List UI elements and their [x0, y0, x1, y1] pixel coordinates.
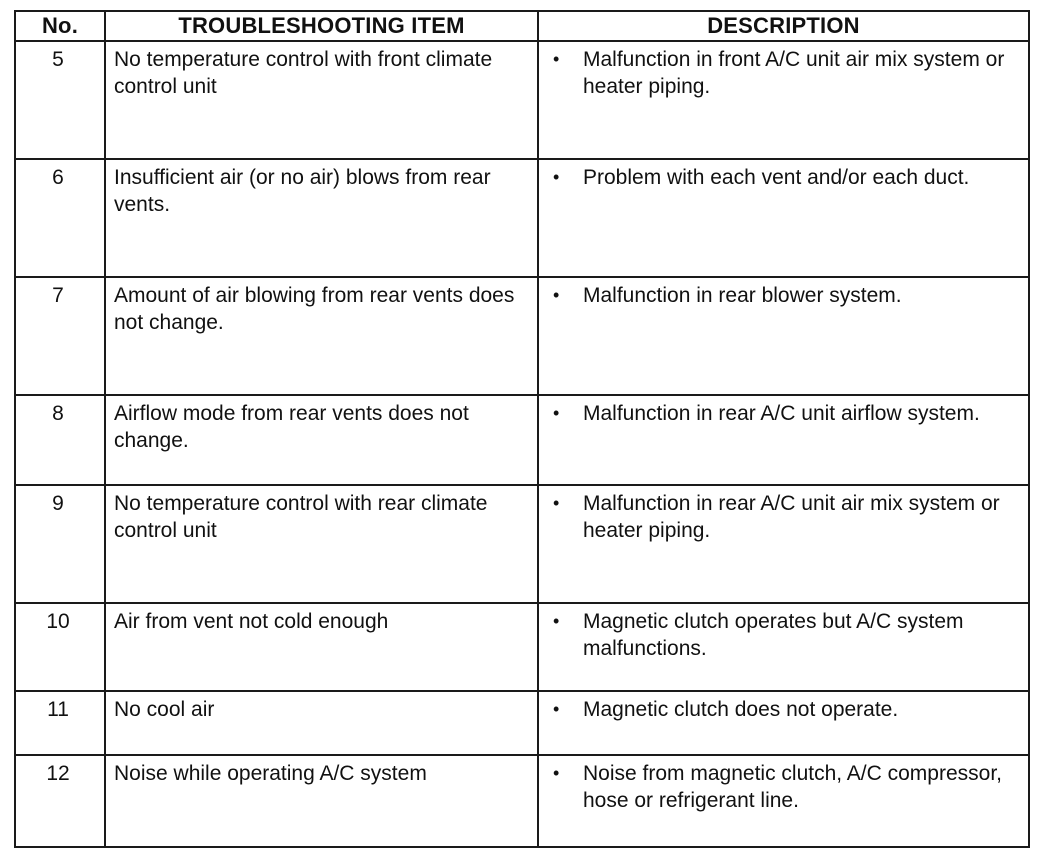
troubleshooting-item: No temperature control with front climate control unit — [105, 41, 538, 159]
description-cell — [538, 395, 1029, 485]
table-row — [15, 691, 1029, 755]
description-text: Malfunction in rear A/C unit airflow system. — [583, 402, 980, 425]
bullet-icon: • — [553, 699, 560, 719]
bullet-icon: • — [553, 611, 560, 631]
bullet-icon: • — [553, 403, 560, 423]
row-number: 8 — [15, 395, 105, 485]
bullet-icon: • — [553, 285, 560, 305]
bullet-icon: • — [553, 493, 560, 513]
header-troubleshooting-item: TROUBLESHOOTING ITEM — [105, 11, 538, 41]
row-number: 12 — [15, 755, 105, 847]
bullet-icon: • — [553, 49, 560, 69]
table-row — [15, 395, 1029, 485]
row-number: 10 — [15, 603, 105, 691]
description-text: Malfunction in rear blower system. — [583, 284, 902, 307]
description-text: Malfunction in front A/C unit air mix system or heater piping. — [583, 48, 1005, 98]
header-description: DESCRIPTION — [538, 11, 1029, 41]
table-row — [15, 755, 1029, 847]
troubleshooting-item: Air from vent not cold enough — [105, 603, 538, 691]
row-number: 5 — [15, 41, 105, 159]
table-row — [15, 603, 1029, 691]
description-cell — [538, 691, 1029, 755]
description-cell — [538, 159, 1029, 277]
bullet-icon: • — [553, 763, 560, 783]
troubleshooting-item: Insufficient air (or no air) blows from rear vents. — [105, 159, 538, 277]
table-row — [15, 277, 1029, 395]
troubleshooting-item: No temperature control with rear climate control unit — [105, 485, 538, 603]
description-text: Noise from magnetic clutch, A/C compressor, hose or refrigerant line. — [583, 762, 1002, 812]
row-number: 7 — [15, 277, 105, 395]
description-text: Magnetic clutch operates but A/C system malfunctions. — [583, 610, 964, 660]
description-cell — [538, 485, 1029, 603]
table-row — [15, 485, 1029, 603]
row-number: 6 — [15, 159, 105, 277]
bullet-icon: • — [553, 167, 560, 187]
description-cell — [538, 41, 1029, 159]
troubleshooting-item: Noise while operating A/C system — [105, 755, 538, 847]
description-cell — [538, 277, 1029, 395]
troubleshooting-item: Airflow mode from rear vents does not change. — [105, 395, 538, 485]
description-text: Magnetic clutch does not operate. — [583, 698, 899, 721]
table-row — [15, 159, 1029, 277]
description-text: Problem with each vent and/or each duct. — [583, 166, 970, 189]
header-no: No. — [15, 11, 105, 41]
table-header-row — [15, 11, 1029, 41]
troubleshooting-item: No cool air — [105, 691, 538, 755]
description-cell — [538, 755, 1029, 847]
troubleshooting-table-container — [14, 10, 1030, 848]
row-number: 9 — [15, 485, 105, 603]
row-number: 11 — [15, 691, 105, 755]
description-cell — [538, 603, 1029, 691]
description-text: Malfunction in rear A/C unit air mix system or heater piping. — [583, 492, 1000, 542]
table-row — [15, 41, 1029, 159]
troubleshooting-table — [14, 10, 1030, 848]
troubleshooting-item: Amount of air blowing from rear vents does not change. — [105, 277, 538, 395]
